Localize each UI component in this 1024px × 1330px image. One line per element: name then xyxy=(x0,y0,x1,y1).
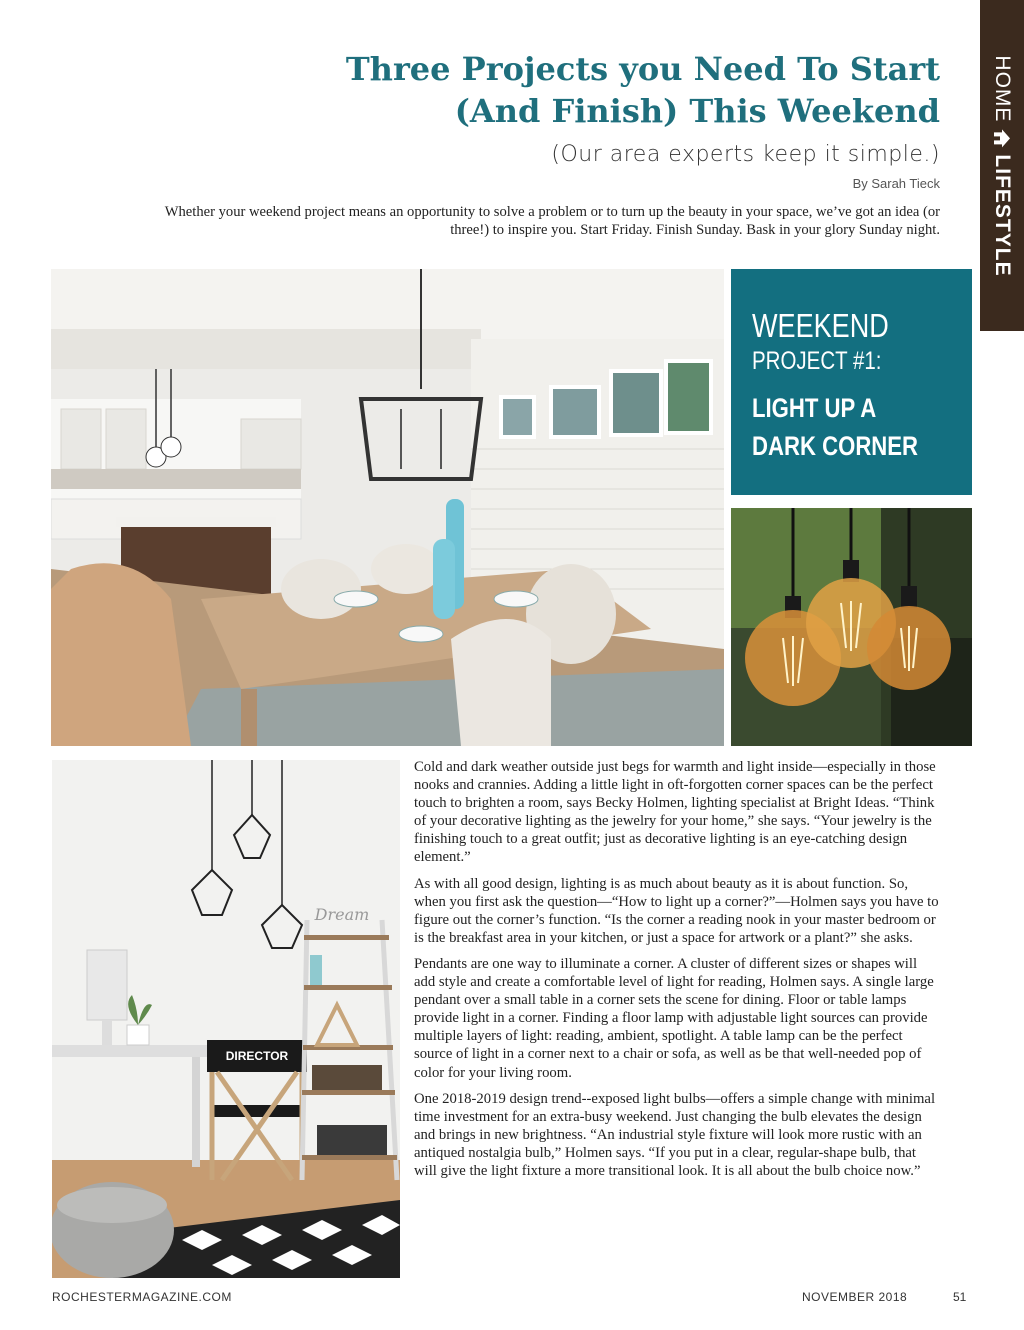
footer-website: ROCHESTERMAGAZINE.COM xyxy=(52,1290,232,1304)
section-tab xyxy=(980,0,1024,331)
shelf-sign: Dream xyxy=(314,905,370,924)
project-box-line-1: WEEKEND xyxy=(752,307,889,344)
title-line-1: Three Projects you Need To Start xyxy=(345,50,940,88)
project-box-line-3: LIGHT UP A DARK CORNER xyxy=(752,393,919,461)
article-subtitle: (Our area experts keep it simple.) xyxy=(551,142,940,167)
weekend-project-box xyxy=(731,269,972,495)
section-tab-lifestyle: LIFESTYLE xyxy=(991,153,1014,277)
article-body xyxy=(414,758,940,1188)
footer-date: NOVEMBER 2018 xyxy=(802,1290,908,1304)
house-icon xyxy=(993,128,1011,148)
page-number: 51 xyxy=(953,1290,967,1304)
dining-room-photo xyxy=(51,269,724,746)
byline: By Sarah Tieck xyxy=(852,176,940,191)
edison-bulbs-photo xyxy=(731,508,972,746)
title-line-2: (And Finish) This Weekend xyxy=(454,92,940,130)
body-paragraph-3: Pendants are one way to illuminate a corner. A cluster of different sizes or shapes will add style and create a comfortable level of light for reading, Holmen says. A single large pendant over a small table in a corner sets the scene for dining. Floor or table lamps provide light in a corner. Finding a floor lamp with adjustable light sources can provide multiple layers of light: reading, ambient, spotlight. A table lamp can be the perfect source of light in a corner next to a chair or sofa, as well as be that well-needed pop of color for your living room. xyxy=(414,955,934,1081)
body-paragraph-1: Cold and dark weather outside just begs for warmth and light inside—especially in those nooks and crannies. Adding a little light in oft-forgotten corner spaces can be the perfect touch to brighten a room, says Becky Holmen, lighting specialist at Bright Ideas. “Think of your decorative lighting as the jewelry for your home,” she says. “Your jewelry is the finishing touch to a great outfit; just as decorative lighting is an eye-catching design element.” xyxy=(414,759,936,866)
section-tab-home: HOME xyxy=(991,54,1014,122)
director-chair-label: DIRECTOR xyxy=(225,1049,289,1063)
workspace-pendants-photo xyxy=(52,760,400,1278)
article-title xyxy=(150,48,940,132)
body-paragraph-4: One 2018-2019 design trend--exposed light bulbs—offers a simple change with minimal time investment for an extra-busy weekend. Just changing the bulb elevates the design and brings in new brightness. “An industrial style fixture will look more rustic with an antiqued nostalgia bulb,” Holmen says. “If you put in a clear, regular-shape bulb, that will give the light fixture a more transitional look. It is all about the bulb choice now.” xyxy=(414,1090,936,1179)
project-box-line-2: PROJECT #1: xyxy=(752,347,882,375)
intro-paragraph: Whether your weekend project means an opportunity to solve a problem or to turn up the beauty in your space, we’ve got an idea (or three!) to inspire you. Start Friday. Finish Sunday. Bask in your glory Sunday night. xyxy=(164,204,940,238)
body-paragraph-2: As with all good design, lighting is as much about beauty as it is about function. So, when you first ask the question—“How to light up a corner?”—Holmen says you have to figure out the corner’s function. “Is the corner a reading nook in your master bedroom or is the breakfast area in your kitchen, or just a space for artwork or a plant?” she asks. xyxy=(414,875,939,946)
